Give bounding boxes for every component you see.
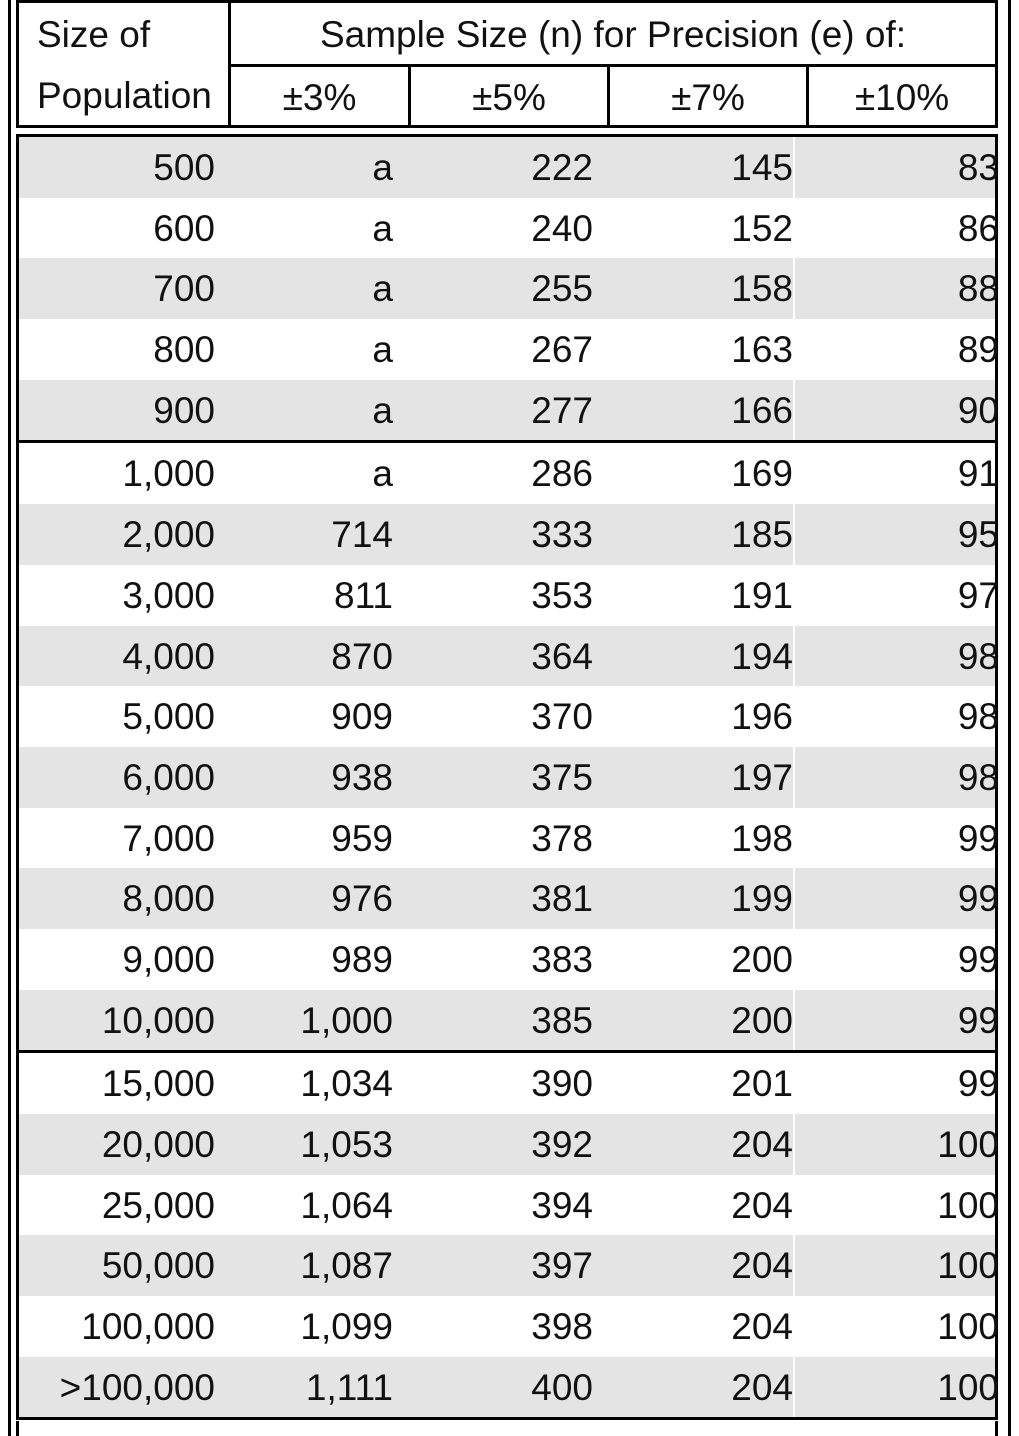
cell-3pct: 714 <box>331 514 393 556</box>
cell-5pct: 240 <box>531 207 593 249</box>
population-cell: 6,000 <box>122 756 215 798</box>
table-body <box>16 134 998 1420</box>
population-cell: 10,000 <box>101 999 215 1041</box>
population-cell: 3,000 <box>122 574 215 616</box>
cell-7pct: 204 <box>731 1184 793 1226</box>
precision-header-title: Sample Size (n) for Precision (e) of: <box>231 3 995 67</box>
cell-10pct: 100 <box>793 1114 999 1175</box>
cell-3pct: 959 <box>331 817 393 859</box>
cell-3pct: 1,099 <box>300 1306 393 1348</box>
table-row <box>19 686 999 747</box>
population-cell: 4,000 <box>122 635 215 677</box>
column-header-7pct: ±7% <box>610 67 809 125</box>
cell-7pct: 169 <box>731 453 793 495</box>
cell-7pct: 200 <box>731 938 793 980</box>
cell-3pct: 1,053 <box>300 1124 393 1165</box>
cell-5pct: 390 <box>531 1063 593 1105</box>
row-group <box>19 1053 999 1420</box>
outer-border-right <box>1008 0 1011 1436</box>
cell-5pct: 222 <box>531 147 593 188</box>
population-cell: 2,000 <box>122 514 215 556</box>
cell-10pct: 100 <box>793 1357 999 1418</box>
population-header <box>19 3 231 125</box>
table-row <box>19 443 999 504</box>
cell-7pct: 191 <box>731 574 793 616</box>
cell-7pct: 197 <box>731 756 793 798</box>
population-cell: 15,000 <box>101 1063 215 1105</box>
population-cell: 5,000 <box>122 696 215 738</box>
cell-7pct: 201 <box>731 1063 793 1105</box>
population-cell: 50,000 <box>101 1245 215 1287</box>
cell-10pct: 99 <box>957 1063 999 1105</box>
table-row <box>19 1235 999 1296</box>
population-header-line2: Population <box>37 75 212 116</box>
table-row <box>19 929 999 990</box>
cell-7pct: 158 <box>731 268 793 310</box>
population-cell: >100,000 <box>59 1366 215 1408</box>
cell-10pct: 98 <box>957 696 999 738</box>
cell-10pct: 83 <box>793 137 999 198</box>
cell-3pct: 938 <box>331 756 393 798</box>
cell-10pct: 100 <box>793 1235 999 1296</box>
population-cell: 25,000 <box>101 1184 215 1226</box>
table-row <box>19 504 999 565</box>
cell-5pct: 375 <box>531 756 593 798</box>
population-cell: 900 <box>153 389 215 431</box>
cell-10pct: 100 <box>937 1184 999 1226</box>
cell-10pct: 98 <box>793 747 999 808</box>
cell-5pct: 398 <box>531 1306 593 1348</box>
cell-3pct: a <box>372 268 393 310</box>
table-row <box>19 747 999 808</box>
cell-5pct: 383 <box>531 938 593 980</box>
cell-7pct: 204 <box>731 1306 793 1348</box>
cell-10pct: 100 <box>937 1306 999 1348</box>
population-cell: 8,000 <box>122 878 215 920</box>
cell-10pct: 98 <box>793 626 999 687</box>
cell-3pct: 1,064 <box>300 1184 393 1226</box>
population-cell: 20,000 <box>101 1124 215 1165</box>
row-group <box>19 443 999 1053</box>
population-cell: 800 <box>153 329 215 371</box>
table-row <box>19 1357 999 1418</box>
cell-10pct: 91 <box>957 453 999 495</box>
cell-5pct: 364 <box>531 635 593 677</box>
table-row <box>19 990 999 1051</box>
cell-7pct: 204 <box>731 1124 793 1165</box>
column-header-3pct: ±3% <box>231 67 411 125</box>
table-row <box>19 319 999 380</box>
population-cell: 1,000 <box>122 453 215 495</box>
population-cell: 7,000 <box>122 817 215 859</box>
cell-7pct: 166 <box>731 389 793 431</box>
population-header-line1: Size of <box>37 14 151 55</box>
table-header <box>16 0 998 128</box>
population-cell: 100,000 <box>81 1306 215 1348</box>
row-group <box>19 137 999 443</box>
cell-5pct: 397 <box>531 1245 593 1287</box>
table-row <box>19 1053 999 1114</box>
population-cell: 9,000 <box>122 938 215 980</box>
cell-5pct: 370 <box>531 696 593 738</box>
cell-3pct: 811 <box>334 574 393 616</box>
cell-3pct: a <box>372 207 393 249</box>
cell-3pct: 989 <box>331 938 393 980</box>
cell-10pct: 88 <box>793 258 999 319</box>
cell-3pct: a <box>372 147 393 188</box>
cell-7pct: 185 <box>731 514 793 556</box>
table-row <box>19 565 999 626</box>
column-header-10pct: ±10% <box>854 77 950 118</box>
table-row <box>19 1114 999 1175</box>
cell-10pct: 89 <box>957 329 999 371</box>
table-row <box>19 258 999 319</box>
cell-7pct: 198 <box>731 817 793 859</box>
table-row <box>19 380 999 441</box>
cell-3pct: 1,111 <box>305 1366 393 1408</box>
table-bottom-border <box>16 1421 998 1436</box>
cell-10pct: 99 <box>957 938 999 980</box>
cell-7pct: 204 <box>731 1245 793 1287</box>
table-row <box>19 137 999 198</box>
cell-10pct: 95 <box>793 504 999 565</box>
cell-5pct: 378 <box>531 817 593 859</box>
table-row <box>19 808 999 869</box>
population-cell: 700 <box>153 268 215 310</box>
cell-10pct: 99 <box>957 817 999 859</box>
cell-7pct: 152 <box>731 207 793 249</box>
cell-10pct: 86 <box>957 207 999 249</box>
cell-3pct: 1,034 <box>300 1063 393 1105</box>
table-row <box>19 868 999 929</box>
cell-10pct: 99 <box>793 868 999 929</box>
cell-3pct: 976 <box>331 878 393 920</box>
cell-7pct: 204 <box>731 1366 793 1408</box>
table-row <box>19 198 999 259</box>
cell-3pct: 1,087 <box>300 1245 393 1287</box>
table-row <box>19 1175 999 1236</box>
cell-5pct: 353 <box>531 574 593 616</box>
table-row <box>19 626 999 687</box>
population-cell: 600 <box>153 207 215 249</box>
cell-3pct: a <box>372 329 393 371</box>
cell-7pct: 199 <box>731 878 793 920</box>
population-cell: 500 <box>153 147 215 188</box>
column-header-5pct: ±5% <box>411 67 610 125</box>
cell-5pct: 286 <box>531 453 593 495</box>
cell-7pct: 145 <box>731 147 793 188</box>
cell-3pct: 1,000 <box>300 999 393 1041</box>
cell-7pct: 196 <box>731 696 793 738</box>
cell-5pct: 385 <box>531 999 593 1041</box>
cell-5pct: 277 <box>531 389 593 431</box>
cell-3pct: a <box>372 453 393 495</box>
cell-5pct: 392 <box>531 1124 593 1165</box>
cell-10pct: 99 <box>793 990 999 1051</box>
cell-3pct: 870 <box>331 635 393 677</box>
cell-5pct: 394 <box>531 1184 593 1226</box>
cell-3pct: a <box>372 389 393 431</box>
cell-5pct: 267 <box>531 329 593 371</box>
cell-5pct: 255 <box>531 268 593 310</box>
outer-border-left <box>8 0 11 1436</box>
cell-5pct: 333 <box>531 514 593 556</box>
cell-7pct: 194 <box>731 635 793 677</box>
cell-7pct: 200 <box>731 999 793 1041</box>
cell-5pct: 400 <box>531 1366 593 1408</box>
cell-5pct: 381 <box>531 878 593 920</box>
cell-3pct: 909 <box>331 696 393 738</box>
table-row <box>19 1296 999 1357</box>
cell-10pct: 97 <box>957 574 999 616</box>
cell-10pct: 90 <box>793 380 999 441</box>
cell-7pct: 163 <box>731 329 793 371</box>
